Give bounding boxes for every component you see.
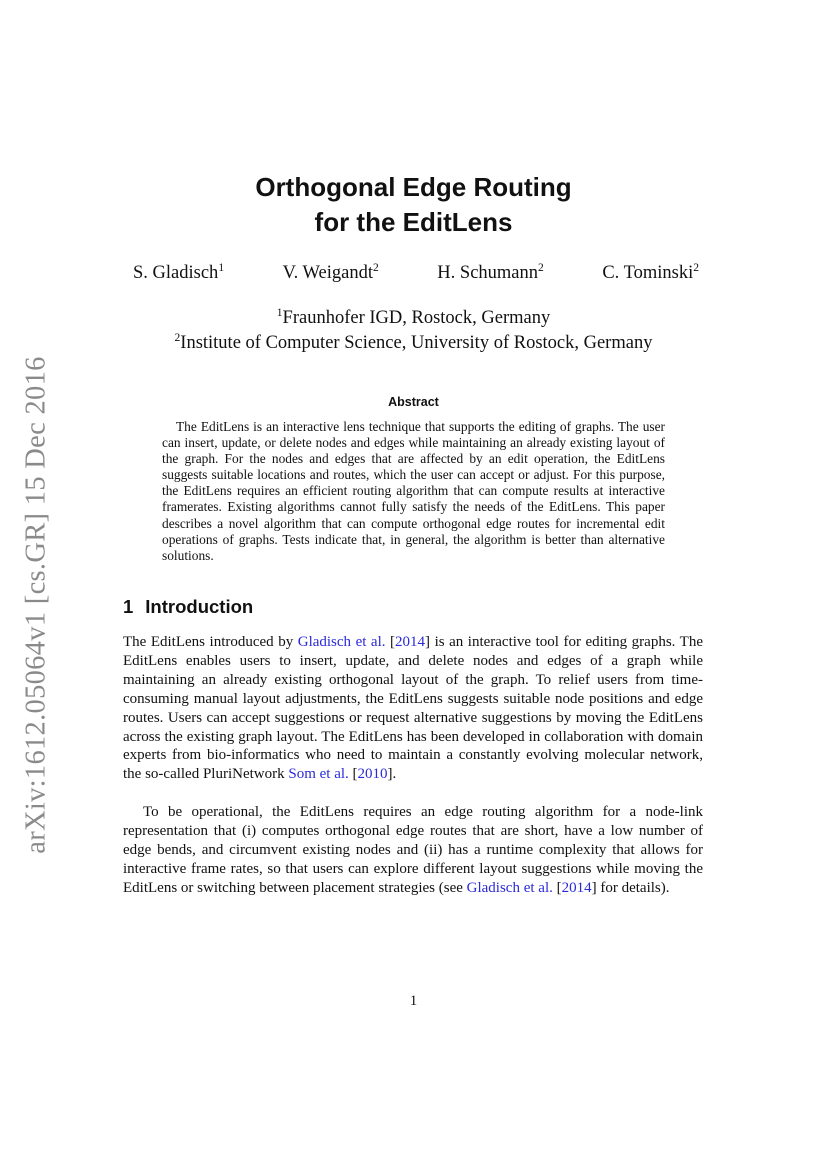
section-title: Introduction: [145, 596, 254, 617]
arxiv-identifier-stamp: [12, 356, 62, 854]
paragraph-text: The EditLens introduced by: [123, 634, 298, 650]
paragraph-text: [: [552, 879, 562, 896]
affiliation-mark: 2: [174, 332, 181, 344]
abstract-heading: Abstract: [388, 395, 439, 409]
section-number: 1: [123, 596, 134, 617]
affiliation-2: [0, 326, 827, 355]
citation-link[interactable]: Gladisch et al.: [466, 879, 553, 896]
arxiv-identifier-text: arXiv:1612.05064v1 [cs.GR] 15 Dec 2016: [21, 356, 52, 854]
section-heading-introduction: [123, 596, 253, 618]
author-affiliation-mark: 2: [372, 262, 379, 274]
paragraph-text: To be operational, the EditLens requires an edge routing algorithm for a node-link representation that (i) computes orthogonal edge routes that are short, have a low number of edge bends, and circumvent existing nodes and (ii) has a runtime complexity that allows for interactive frame rates, so that users can explore different layout suggestions while moving the EditLens or switching between placement strategies (see: [123, 804, 703, 896]
introduction-paragraph-2: [123, 803, 703, 898]
paper-title: [0, 170, 827, 240]
affiliation-mark: 1: [276, 307, 283, 319]
paragraph-text: [: [385, 634, 396, 650]
author-name: C. Tominski: [602, 263, 694, 283]
paragraph-text: ] for details).: [591, 879, 670, 896]
author-name: V. Weigandt: [282, 263, 373, 283]
citation-year-link[interactable]: 2010: [357, 766, 388, 783]
author-2: [283, 262, 379, 286]
author-name: S. Gladisch: [133, 263, 219, 283]
author-1: [133, 262, 224, 286]
paper-title-line-2: for the EditLens: [314, 207, 513, 237]
paper-title-line-1: Orthogonal Edge Routing: [255, 172, 572, 202]
author-affiliation-mark: 2: [538, 262, 544, 274]
author-4: [602, 262, 699, 286]
affiliation-text: Fraunhofer IGD, Rostock, Germany: [282, 308, 551, 328]
affiliation-text: Institute of Computer Science, University of Rostock, Germany: [180, 333, 653, 353]
paragraph-text: ] is an interactive tool for editing graphs. The EditLens enables users to insert, update, and delete nodes and edges of a graph while maintaining an already existing orthogonal layout of the graph. To relief users from time-consuming manual layout adjustments, the EditLens suggests suitable node positions and edge routes. Users can accept suggestions or request alternative suggestions by moving the EditLens across the existing graph layout. The EditLens has been developed in collaboration with domain experts from bio-informatics who need to maintain a constantly evolving molecular network, the so-called PluriNetwork: [123, 634, 703, 783]
introduction-paragraph-1: [123, 633, 703, 784]
page-number: 1: [409, 993, 418, 1009]
author-list: [133, 262, 699, 286]
author-affiliation-mark: 2: [693, 262, 699, 274]
citation-year-link[interactable]: 2014: [395, 634, 426, 650]
abstract-body: The EditLens is an interactive lens technique that supports the editing of graphs. The user can insert, update, or delete nodes and edges while maintaining an already existing layout of the graph. For the nodes and edges that are affected by an edit operation, the EditLens suggests suitable locations and routes, which the user can accept or adjust. For this purpose, the EditLens requires an efficient routing algorithm that can compute results at interactive framerates. Existing algorithms cannot fully satisfy the needs of the EditLens. This paper describes a novel algorithm that can compute orthogonal edge routes for incremental edit operations of graphs. Tests indicate that, in general, the algorithm is better than alternative solutions.: [162, 419, 665, 563]
author-3: [437, 262, 543, 286]
paragraph-text: [: [348, 766, 358, 783]
author-affiliation-mark: 1: [218, 262, 225, 274]
citation-link[interactable]: Som et al.: [288, 766, 349, 783]
author-name: H. Schumann: [437, 263, 539, 283]
citation-year-link[interactable]: 2014: [561, 879, 592, 896]
paragraph-text: ].: [387, 766, 397, 783]
citation-link[interactable]: Gladisch et al.: [297, 634, 386, 650]
